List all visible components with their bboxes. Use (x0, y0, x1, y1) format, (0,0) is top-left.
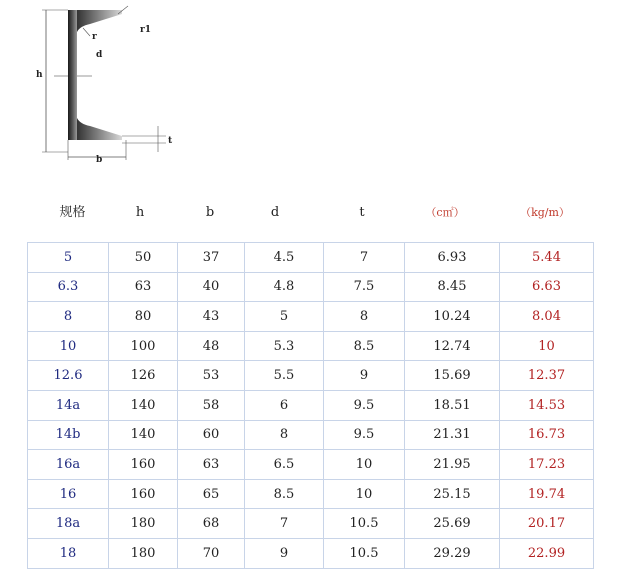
cell-name: 16a (28, 450, 109, 480)
table-row (28, 479, 594, 509)
cell-area: 15.69 (405, 361, 500, 391)
cell-area: 6.93 (405, 243, 500, 273)
cell-name: 14b (28, 420, 109, 450)
label-t: t (168, 136, 173, 146)
cell-name: 6.3 (28, 272, 109, 302)
label-r1: r1 (140, 25, 152, 35)
cell-b: 65 (178, 479, 245, 509)
cell-area: 21.31 (405, 420, 500, 450)
header-d: d (270, 205, 280, 220)
cell-area: 25.15 (405, 479, 500, 509)
header-spec: 规格 (59, 205, 86, 220)
cell-weight: 14.53 (500, 390, 594, 420)
cell-b: 37 (178, 243, 245, 273)
table-row (28, 243, 594, 273)
cell-d: 5.3 (245, 331, 324, 361)
table-row (28, 390, 594, 420)
channel-section-diagram (30, 0, 190, 175)
cell-weight: 5.44 (500, 243, 594, 273)
label-r: r (92, 32, 97, 42)
cell-h: 140 (109, 420, 178, 450)
label-b: b (96, 155, 103, 165)
header-b: b (205, 205, 215, 220)
cell-d: 9 (245, 538, 324, 568)
cell-d: 8.5 (245, 479, 324, 509)
cell-name: 8 (28, 302, 109, 332)
cell-t: 7.5 (324, 272, 405, 302)
spec-table-body (28, 243, 594, 569)
table-row (28, 361, 594, 391)
cell-area: 21.95 (405, 450, 500, 480)
cell-b: 53 (178, 361, 245, 391)
cell-name: 18 (28, 538, 109, 568)
label-h: h (36, 70, 43, 80)
cell-t: 9.5 (324, 390, 405, 420)
cell-name: 16 (28, 479, 109, 509)
cell-h: 63 (109, 272, 178, 302)
table-row (28, 272, 594, 302)
cell-b: 70 (178, 538, 245, 568)
cell-h: 180 (109, 538, 178, 568)
cell-t: 7 (324, 243, 405, 273)
cell-d: 5 (245, 302, 324, 332)
cell-h: 140 (109, 390, 178, 420)
cell-b: 60 (178, 420, 245, 450)
cell-t: 8.5 (324, 331, 405, 361)
column-header-row (0, 198, 642, 228)
cell-d: 6.5 (245, 450, 324, 480)
cell-d: 4.8 (245, 272, 324, 302)
cell-d: 6 (245, 390, 324, 420)
header-area: （c㎡） (425, 206, 465, 219)
cell-weight: 8.04 (500, 302, 594, 332)
cell-b: 58 (178, 390, 245, 420)
cell-d: 8 (245, 420, 324, 450)
header-t: t (359, 205, 365, 220)
cell-h: 180 (109, 509, 178, 539)
cell-d: 7 (245, 509, 324, 539)
label-d: d (96, 50, 103, 60)
cell-name: 18a (28, 509, 109, 539)
cell-name: 14a (28, 390, 109, 420)
cell-area: 10.24 (405, 302, 500, 332)
cell-name: 5 (28, 243, 109, 273)
cell-t: 10.5 (324, 509, 405, 539)
cell-d: 5.5 (245, 361, 324, 391)
cell-t: 10 (324, 479, 405, 509)
cell-weight: 6.63 (500, 272, 594, 302)
table-row (28, 331, 594, 361)
cell-weight: 19.74 (500, 479, 594, 509)
cell-b: 43 (178, 302, 245, 332)
cell-h: 160 (109, 479, 178, 509)
table-row (28, 302, 594, 332)
cell-area: 29.29 (405, 538, 500, 568)
cell-area: 25.69 (405, 509, 500, 539)
cell-t: 9 (324, 361, 405, 391)
cell-area: 18.51 (405, 390, 500, 420)
cell-b: 68 (178, 509, 245, 539)
cell-h: 100 (109, 331, 178, 361)
cell-h: 80 (109, 302, 178, 332)
header-weight: （kg/m） (520, 206, 570, 219)
cell-area: 8.45 (405, 272, 500, 302)
cell-weight: 12.37 (500, 361, 594, 391)
cell-b: 40 (178, 272, 245, 302)
cell-h: 160 (109, 450, 178, 480)
table-row (28, 450, 594, 480)
cell-h: 50 (109, 243, 178, 273)
cell-name: 10 (28, 331, 109, 361)
cell-name: 12.6 (28, 361, 109, 391)
cell-weight: 17.23 (500, 450, 594, 480)
cell-b: 48 (178, 331, 245, 361)
table-row (28, 420, 594, 450)
spec-table (27, 242, 594, 569)
cell-t: 10 (324, 450, 405, 480)
table-row (28, 509, 594, 539)
cell-t: 9.5 (324, 420, 405, 450)
cell-d: 4.5 (245, 243, 324, 273)
cell-b: 63 (178, 450, 245, 480)
cell-weight: 16.73 (500, 420, 594, 450)
cell-weight: 20.17 (500, 509, 594, 539)
cell-weight: 22.99 (500, 538, 594, 568)
cell-weight: 10 (500, 331, 594, 361)
table-row (28, 538, 594, 568)
cell-t: 8 (324, 302, 405, 332)
cell-t: 10.5 (324, 538, 405, 568)
cell-area: 12.74 (405, 331, 500, 361)
cell-h: 126 (109, 361, 178, 391)
header-h: h (135, 205, 145, 220)
channel-section-drawing (30, 0, 190, 175)
